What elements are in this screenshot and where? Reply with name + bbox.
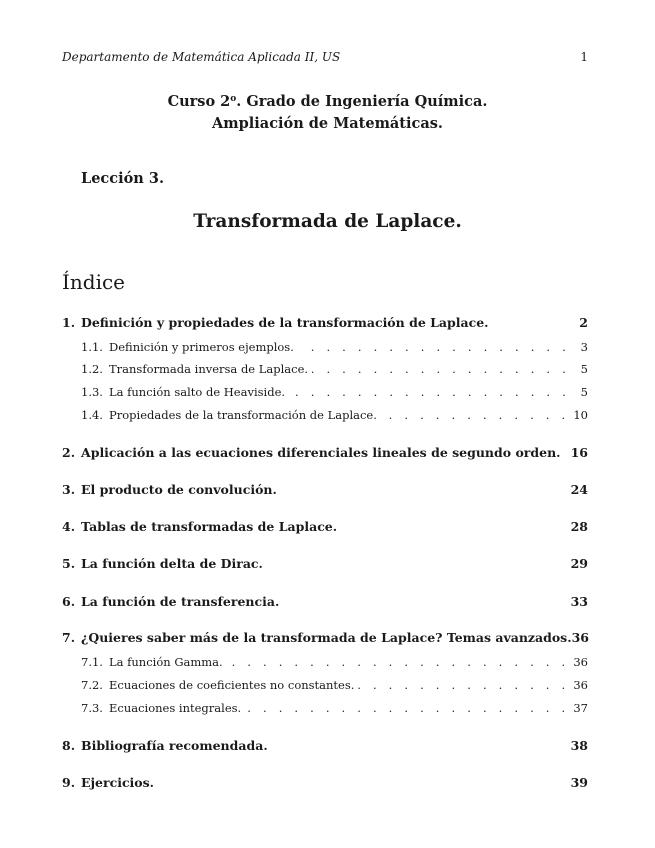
toc-section-4[interactable]: 4. Tablas de transformadas de Laplace. 28 <box>62 519 588 534</box>
dot-leader <box>227 655 570 669</box>
toc-subsection-1-2[interactable]: 1.2. Transformada inversa de Laplace. . . . 5 <box>81 362 588 376</box>
course-line-1: Curso 2$^o$. Grado de Ingeniería Química. <box>167 93 488 110</box>
toc-section-8[interactable]: 8. Bibliografía recomendada. 38 <box>62 738 588 753</box>
toc-subsection-1-4[interactable]: 1.4. Propiedades de la transformación de Laplace. . . . 10 <box>81 408 588 422</box>
dot-leader <box>289 385 570 399</box>
department-name: Departamento de Matemática Aplicada II, US <box>62 50 341 64</box>
toc-subsection-1-3[interactable]: 1.3. La función salto de Heaviside. . . . 5 <box>81 385 588 399</box>
toc-subsection-7-3[interactable]: 7.3. Ecuaciones integrales. . . . 37 <box>81 701 588 715</box>
toc-subsection-1-1[interactable]: 1.1. Definición y primeros ejemplos. . . . 3 <box>81 340 588 354</box>
course-heading <box>0 88 655 135</box>
dot-leader <box>312 362 570 376</box>
toc-section-6[interactable]: 6. La función de transferencia. 33 <box>62 594 588 609</box>
toc-section-5[interactable]: 5. La función delta de Dirac. 29 <box>62 556 588 571</box>
page-title: Transformada de Laplace. <box>193 211 462 232</box>
course-line-2: Ampliación de Matemáticas. <box>212 115 443 132</box>
dot-leader <box>245 701 569 715</box>
toc-section-9[interactable]: 9. Ejercicios. 39 <box>62 775 588 790</box>
toc-section-1[interactable]: 1. Definición y propiedades de la transformación de Laplace. 2 <box>62 315 588 330</box>
lesson-label: Lección 3. <box>81 170 164 187</box>
dot-leader <box>381 408 569 422</box>
toc-subsection-7-2[interactable]: 7.2. Ecuaciones de coeficientes no constantes. . . . 36 <box>81 678 588 692</box>
toc-section-7[interactable]: 7. ¿Quieres saber más de la transformada de Laplace? Temas avanzados. 36 <box>62 630 589 645</box>
index-heading: Índice <box>62 270 126 294</box>
dot-leader <box>298 340 570 354</box>
toc-subsection-7-1[interactable]: 7.1. La función Gamma. . . . 36 <box>81 655 588 669</box>
page-number: 1 <box>580 50 588 64</box>
dot-leader <box>358 678 569 692</box>
running-header <box>62 50 588 64</box>
toc-section-2[interactable]: 2. Aplicación a las ecuaciones diferenciales lineales de segundo orden. 16 <box>62 445 588 460</box>
toc-section-3[interactable]: 3. El producto de convolución. 24 <box>62 482 588 497</box>
